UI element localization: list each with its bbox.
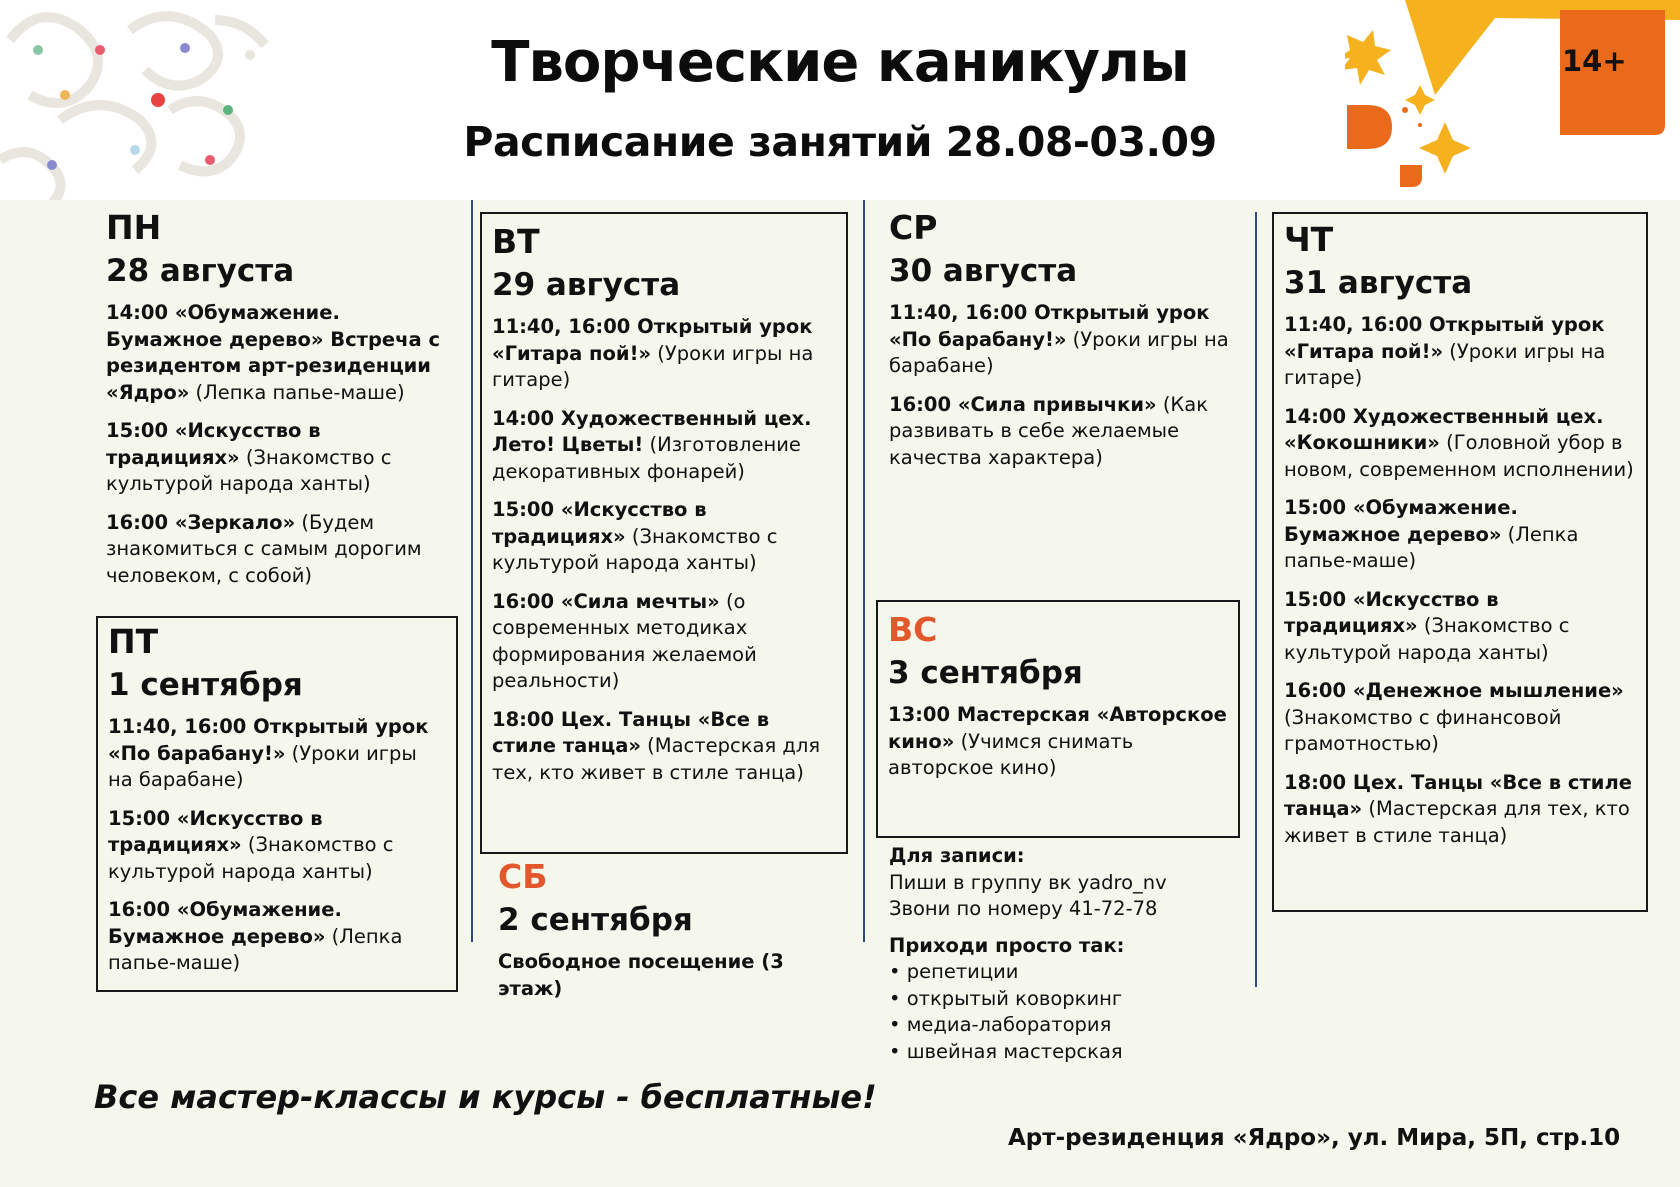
event: 16:00 «Обумажение. Бумажное дерево» (Лепка папье-маше) <box>108 898 403 974</box>
event: 16:00 «Сила привычки» (Как развивать в себе желаемые качества характера) <box>889 392 1209 469</box>
venue-address: Арт-резиденция «Ядро», ул. Мира, 5П, стр.10 <box>1008 1125 1621 1151</box>
day-name: ЧТ <box>1284 220 1334 259</box>
day-name: ВТ <box>492 222 540 261</box>
signup-vk: Пиши в группу вк yadro_nv <box>889 870 1167 894</box>
event: 18:00 Цех. Танцы «Все в стиле танца» (Мастерская для тех, кто живет в стиле танца) <box>1284 770 1632 847</box>
event: Свободное посещение (3 этаж) <box>498 950 784 1000</box>
day-name: СБ <box>498 857 548 896</box>
day-name: ПН <box>106 208 162 247</box>
day-saturday <box>498 857 848 1014</box>
event: 11:40, 16:00 Открытый урок «Гитара пой!» (Уроки игры на гитаре) <box>492 315 814 391</box>
page-title: Творческие каникулы <box>491 30 1189 95</box>
day-date: 31 августа <box>1284 265 1473 301</box>
column-divider <box>471 200 473 942</box>
event: 11:40, 16:00 Открытый урок «По барабану!» (Уроки игры на барабане) <box>889 301 1229 377</box>
event: 16:00 «Денежное мышление» (Знакомство с финансовой грамотностью) <box>1284 679 1624 755</box>
event: 14:00 «Обумажение. Бумажное дерево» Встреча с резидентом арт-резиденции «Ядро» (Лепка папье-маше) <box>106 301 441 404</box>
day-date: 28 августа <box>106 253 295 289</box>
day-sunday <box>876 600 1240 838</box>
column-divider <box>863 200 865 942</box>
age-rating-badge: 14+ <box>1562 44 1627 78</box>
signup-info <box>889 843 1239 1065</box>
event: 15:00 «Обумажение. Бумажное дерево» (Лепка папье-маше) <box>1284 496 1579 572</box>
event: 15:00 «Искусство в традициях» (Знакомство с культурой народа ханты) <box>492 498 778 574</box>
day-wednesday <box>889 208 1239 483</box>
day-monday <box>106 208 456 601</box>
event: 14:00 Художественный цех. «Кокошники» (Головной убор в новом, современном исполнении) <box>1284 404 1634 481</box>
page-subtitle: Расписание занятий 28.08-03.09 <box>463 118 1217 166</box>
column-divider <box>1255 212 1257 987</box>
day-date: 1 сентября <box>108 667 303 703</box>
day-date: 2 сентября <box>498 902 693 938</box>
event: 13:00 Мастерская «Авторское кино» (Учимся снимать авторское кино) <box>888 703 1227 779</box>
walkin-title: Приходи просто так: <box>889 933 1125 957</box>
event: 16:00 «Сила мечты» (о современных методиках формирования желаемой реальности) <box>492 589 757 692</box>
free-notice: Все мастер-классы и курсы - бесплатные! <box>94 1078 877 1116</box>
event: 14:00 Художественный цех. Лето! Цветы! (Изготовление декоративных фонарей) <box>492 406 812 483</box>
day-tuesday <box>480 212 848 854</box>
event: 16:00 «Зеркало» (Будем знакомиться с самым дорогим человеком, с собой) <box>106 510 422 587</box>
signup-title: Для записи: <box>889 844 1025 867</box>
signup-phone: Звони по номеру 41-72-78 <box>889 897 1158 920</box>
walkin-item: • швейная мастерская <box>889 1039 1123 1063</box>
day-thursday <box>1272 212 1648 912</box>
event: 15:00 «Искусство в традициях» (Знакомство с культурой народа ханты) <box>1284 587 1570 664</box>
day-name: СР <box>889 208 938 247</box>
day-date: 29 августа <box>492 267 681 303</box>
day-friday <box>96 616 458 992</box>
event: 11:40, 16:00 Открытый урок «По барабану!» (Уроки игры на барабане) <box>108 715 429 791</box>
event: 11:40, 16:00 Открытый урок «Гитара пой!» (Уроки игры на гитаре) <box>1284 313 1606 389</box>
walkin-item: • медиа-лаборатория <box>889 1013 1112 1036</box>
event: 18:00 Цех. Танцы «Все в стиле танца» (Мастерская для тех, кто живет в стиле танца) <box>492 707 821 784</box>
day-date: 30 августа <box>889 253 1078 289</box>
day-name: ВС <box>888 610 938 649</box>
walkin-item: • репетиции <box>889 960 1019 983</box>
day-date: 3 сентября <box>888 655 1083 691</box>
day-name: ПТ <box>108 622 159 661</box>
event: 15:00 «Искусство в традициях» (Знакомство с культурой народа ханты) <box>106 419 392 495</box>
event: 15:00 «Искусство в традициях» (Знакомство с культурой народа ханты) <box>108 806 394 883</box>
walkin-item: • открытый коворкинг <box>889 986 1123 1010</box>
